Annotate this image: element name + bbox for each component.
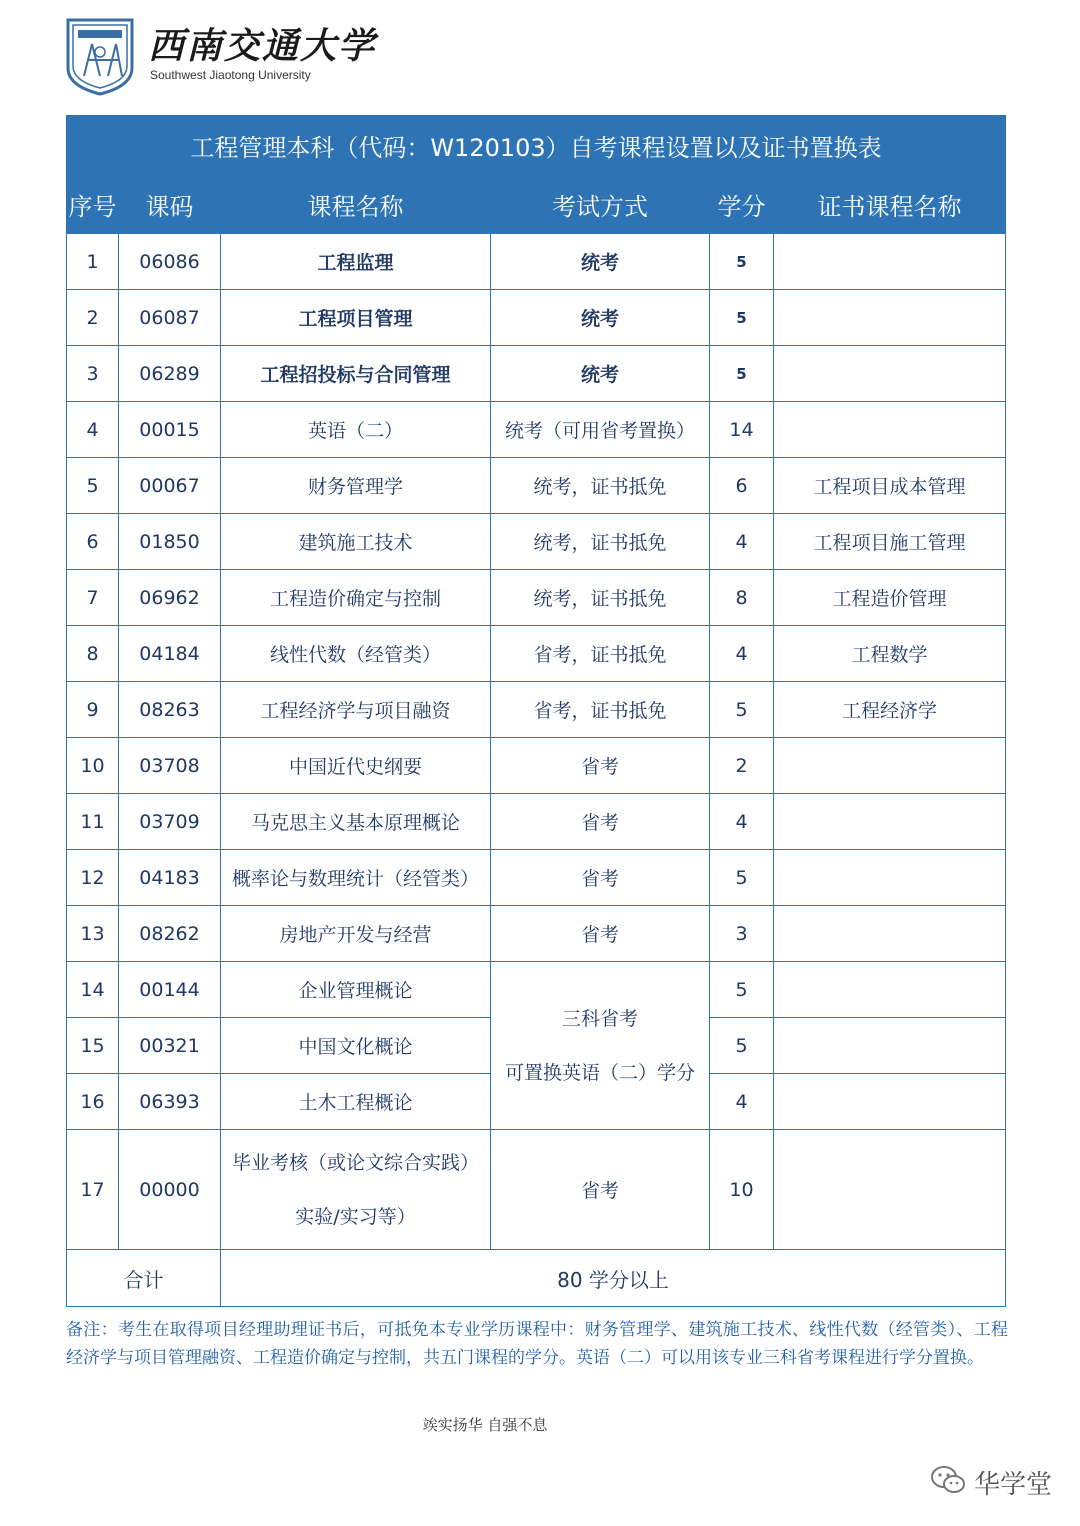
exam-type: 统考 [491, 234, 710, 290]
course-name: 工程监理 [221, 234, 491, 290]
certificate-course [774, 346, 1006, 402]
course-code: 04184 [119, 626, 221, 682]
column-header-credit: 学分 [710, 175, 774, 234]
credit: 4 [710, 794, 774, 850]
certificate-course [774, 906, 1006, 962]
course-code: 08262 [119, 906, 221, 962]
merged-exam-type [491, 962, 710, 1130]
row-index: 13 [67, 906, 119, 962]
course-name: 房地产开发与经营 [221, 906, 491, 962]
wechat-account [930, 1462, 1052, 1502]
table-row [67, 570, 1006, 626]
university-name-cn: 西南交通大学 [148, 25, 377, 67]
credit: 6 [710, 458, 774, 514]
course-code: 06962 [119, 570, 221, 626]
exam-type: 省考，证书抵免 [491, 682, 710, 738]
exam-type: 统考 [491, 346, 710, 402]
column-header-code: 课码 [119, 175, 221, 234]
course-code: 00015 [119, 402, 221, 458]
credit: 5 [710, 962, 774, 1018]
course-code: 06087 [119, 290, 221, 346]
course-name: 工程经济学与项目融资 [221, 682, 491, 738]
course-code: 01850 [119, 514, 221, 570]
certificate-course [774, 290, 1006, 346]
credit: 4 [710, 514, 774, 570]
row-index: 6 [67, 514, 119, 570]
table-row [67, 962, 1006, 1018]
exam-type: 省考 [491, 794, 710, 850]
course-name [221, 1130, 491, 1250]
course-name: 中国近代史纲要 [221, 738, 491, 794]
row-index: 8 [67, 626, 119, 682]
credit: 5 [710, 850, 774, 906]
course-name: 工程招投标与合同管理 [221, 346, 491, 402]
table-title: 工程管理本科（代码：W120103）自考课程设置以及证书置换表 [67, 116, 1006, 175]
credit: 5 [710, 346, 774, 402]
certificate-course: 工程项目施工管理 [774, 514, 1006, 570]
course-table [66, 115, 1006, 1307]
table-row [67, 738, 1006, 794]
course-code: 03708 [119, 738, 221, 794]
credit: 5 [710, 1018, 774, 1074]
table-header-row [67, 175, 1006, 234]
certificate-course: 工程造价管理 [774, 570, 1006, 626]
course-name: 英语（二） [221, 402, 491, 458]
course-name: 线性代数（经管类） [221, 626, 491, 682]
table-row [67, 794, 1006, 850]
course-code: 06086 [119, 234, 221, 290]
row-index: 12 [67, 850, 119, 906]
certificate-course: 工程数学 [774, 626, 1006, 682]
certificate-course: 工程项目成本管理 [774, 458, 1006, 514]
certificate-course [774, 850, 1006, 906]
course-code: 00321 [119, 1018, 221, 1074]
course-name: 土木工程概论 [221, 1074, 491, 1130]
course-code: 00000 [119, 1130, 221, 1250]
row-index: 9 [67, 682, 119, 738]
course-name: 马克思主义基本原理概论 [221, 794, 491, 850]
row-index: 11 [67, 794, 119, 850]
credit: 8 [710, 570, 774, 626]
table-row [67, 514, 1006, 570]
university-seal-icon [64, 16, 136, 96]
row-index: 15 [67, 1018, 119, 1074]
certificate-course: 工程经济学 [774, 682, 1006, 738]
credit: 5 [710, 234, 774, 290]
column-header-index: 序号 [67, 175, 119, 234]
table-row [67, 626, 1006, 682]
credit: 10 [710, 1130, 774, 1250]
exam-type: 省考 [491, 738, 710, 794]
course-name: 概率论与数理统计（经管类） [221, 850, 491, 906]
table-row [67, 458, 1006, 514]
column-header-exam-type: 考试方式 [491, 175, 710, 234]
remark-note: 备注：考生在取得项目经理助理证书后，可抵免本专业学历课程中：财务管理学、建筑施工技术、线性代数（经管类）、工程经济学与项目管理融资、工程造价确定与控制，共五门课程的学分。英语（二）可以用该专业三科省考课程进行学分置换。 [66, 1320, 1008, 1368]
certificate-course [774, 962, 1006, 1018]
exam-type: 省考 [491, 850, 710, 906]
total-label: 合计 [67, 1250, 221, 1307]
credit: 5 [710, 682, 774, 738]
university-name-en: Southwest Jiaotong University [150, 68, 311, 82]
course-name: 财务管理学 [221, 458, 491, 514]
table-row [67, 682, 1006, 738]
table-row [67, 906, 1006, 962]
certificate-course [774, 234, 1006, 290]
wechat-icon [930, 1464, 966, 1500]
total-value: 80 学分以上 [221, 1250, 1006, 1307]
certificate-course [774, 1130, 1006, 1250]
table-row [67, 346, 1006, 402]
credit: 5 [710, 290, 774, 346]
course-code: 04183 [119, 850, 221, 906]
row-index: 2 [67, 290, 119, 346]
exam-type: 省考，证书抵免 [491, 626, 710, 682]
certificate-course [774, 1018, 1006, 1074]
exam-type: 统考，证书抵免 [491, 514, 710, 570]
certificate-course [774, 794, 1006, 850]
course-name: 中国文化概论 [221, 1018, 491, 1074]
credit: 3 [710, 906, 774, 962]
row-index: 7 [67, 570, 119, 626]
exam-type: 统考 [491, 290, 710, 346]
table-row [67, 290, 1006, 346]
course-name-line1: 毕业考核（或论文综合实践） [231, 1151, 479, 1174]
credit: 2 [710, 738, 774, 794]
course-code: 06289 [119, 346, 221, 402]
row-index: 16 [67, 1074, 119, 1130]
table-row [67, 1130, 1006, 1250]
total-row [67, 1250, 1006, 1307]
exam-type: 统考，证书抵免 [491, 570, 710, 626]
credit: 4 [710, 1074, 774, 1130]
course-name: 企业管理概论 [221, 962, 491, 1018]
credit: 14 [710, 402, 774, 458]
table-row [67, 234, 1006, 290]
merged-exam-line1: 三科省考 [561, 1007, 638, 1030]
certificate-course [774, 738, 1006, 794]
course-code: 08263 [119, 682, 221, 738]
row-index: 10 [67, 738, 119, 794]
certificate-course [774, 402, 1006, 458]
exam-type: 统考，证书抵免 [491, 458, 710, 514]
row-index: 14 [67, 962, 119, 1018]
column-header-course-name: 课程名称 [221, 175, 491, 234]
credit: 4 [710, 626, 774, 682]
column-header-certificate-course: 证书课程名称 [774, 175, 1006, 234]
course-name: 建筑施工技术 [221, 514, 491, 570]
row-index: 3 [67, 346, 119, 402]
course-name-line2: 实验/实习等） [295, 1205, 416, 1228]
exam-type: 省考 [491, 906, 710, 962]
row-index: 17 [67, 1130, 119, 1250]
row-index: 5 [67, 458, 119, 514]
exam-type: 统考（可用省考置换） [491, 402, 710, 458]
course-name: 工程项目管理 [221, 290, 491, 346]
course-code: 00067 [119, 458, 221, 514]
university-motto: 竢实扬华 自强不息 [422, 1416, 548, 1434]
exam-type: 省考 [491, 1130, 710, 1250]
row-index: 4 [67, 402, 119, 458]
certificate-course [774, 1074, 1006, 1130]
course-code: 03709 [119, 794, 221, 850]
course-code: 00144 [119, 962, 221, 1018]
merged-exam-line2: 可置换英语（二）学分 [504, 1061, 695, 1084]
course-name: 工程造价确定与控制 [221, 570, 491, 626]
row-index: 1 [67, 234, 119, 290]
table-row [67, 402, 1006, 458]
table-row [67, 850, 1006, 906]
wechat-account-name: 华学堂 [974, 1469, 1053, 1500]
course-code: 06393 [119, 1074, 221, 1130]
